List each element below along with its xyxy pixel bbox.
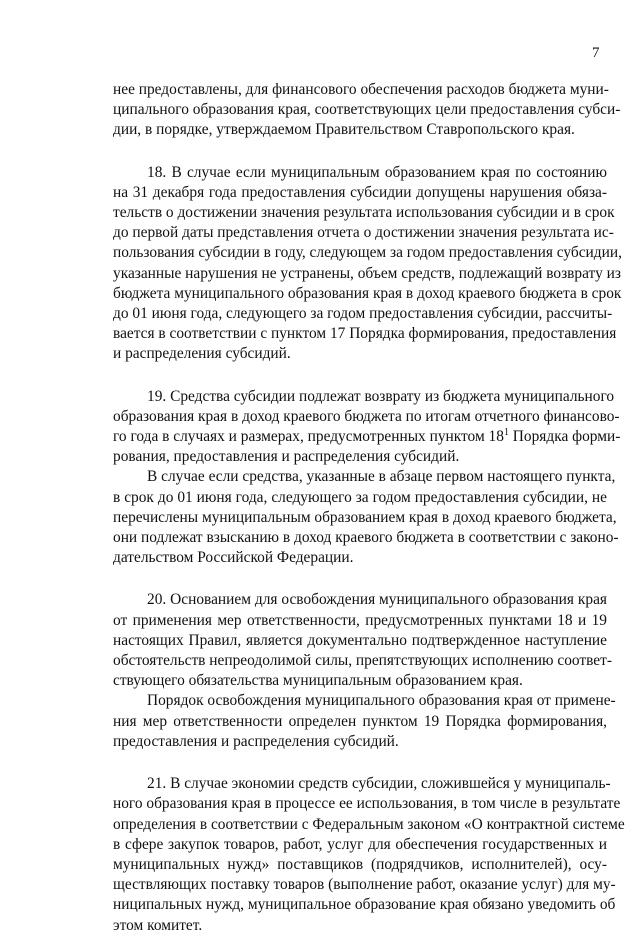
text-line: перечислены муниципальным образованием края в доход краевого бюджета, [113, 508, 617, 526]
text-line: ниципальных нужд, муниципальное образование края обязано уведомить об [113, 896, 616, 914]
text-line: бюджета муниципального образования края в доход краевого бюджета в срок [113, 284, 622, 302]
text-line: дательством Российской Федерации. [113, 549, 354, 567]
text-line: указанные нарушения не устранены, объем средств, подлежащий возврату из [113, 264, 621, 282]
text-line: тельств о достижении значения результата использования субсидии и в срок [113, 204, 615, 222]
paragraph-continuation [113, 80, 621, 141]
text-line-part: го года в случаях и размерах, предусмотренных пунктом 18 [113, 428, 504, 446]
text-line: ного образования края в процессе ее использования, в том числе в результате [113, 795, 621, 813]
text-line: дии, в порядке, утверждаемом Правительством Ставропольского края. [113, 121, 575, 139]
text-line: В случае если средства, указанные в абзаце первом настоящего пункта, [147, 468, 616, 486]
text-line: Порядок освобождения муниципального образования края от примене- [147, 692, 616, 710]
text-line: до первой даты представления отчета о достижении значения результата ис- [113, 224, 614, 242]
paragraph-item-21 [113, 774, 625, 936]
text-line-part: Порядка форми- [508, 428, 621, 446]
text-line: образования края в доход краевого бюджета по итогам отчетного финансово- [113, 407, 620, 425]
text-line: в срок до 01 июня года, следующего за годом предоставления субсидии, не [113, 488, 607, 506]
text-line: предоставления и распределения субсидий. [113, 732, 399, 750]
text-line: ществляющих поставку товаров (выполнение работ, оказание услуг) для му- [113, 876, 616, 894]
text-line: на 31 декабря года предоставления субсидии допущены нарушения обяза- [113, 183, 607, 201]
text-line: муниципальных нужд» поставщиков (подрядчиков, исполнителей), осу- [113, 855, 607, 873]
text-line: до 01 июня года, следующего за годом предоставления субсидии, рассчиты- [113, 305, 613, 323]
paragraph-item-19 [113, 387, 621, 468]
paragraph-item-20 [113, 590, 612, 691]
superscript-footnote: 1 [503, 427, 509, 439]
text-line: настоящих Правил, является документально подтвержденное наступление [113, 631, 607, 649]
text-line: пользования субсидии в году, следующем за годом предоставления субсидии, [113, 244, 622, 262]
text-line: 20. Основанием для освобождения муниципального образования края [147, 591, 607, 609]
text-line: в сфере закупок товаров, работ, услуг для обеспечения государственных и [113, 835, 607, 853]
text-line: ствующего обязательства муниципальным образованием края. [113, 672, 523, 690]
text-line: ципального образования края, соответствующих цели предоставления субси- [113, 101, 621, 119]
text-line: 21. В случае экономии средств субсидии, сложившейся у муниципаль- [147, 775, 611, 793]
page-number: 7 [592, 45, 600, 61]
paragraph-item-20-second [113, 691, 616, 752]
text-line: обстоятельств непреодолимой силы, препятствующих исполнению соответ- [113, 652, 612, 670]
text-line: они подлежат взысканию в доход краевого бюджета в соответствии с законо- [113, 529, 619, 547]
text-line: определения в соответствии с Федеральным законом «О контрактной системе [113, 815, 625, 833]
document-body [113, 80, 625, 936]
paragraph-item-19-second [113, 467, 619, 568]
text-line: и распределения субсидий. [113, 345, 291, 363]
text-line: ния мер ответственности определен пунктом 19 Порядка формирования, [113, 712, 607, 730]
text-line-with-superscript [113, 427, 621, 447]
text-line: от применения мер ответственности, предусмотренных пунктами 18 и 19 [113, 611, 607, 629]
text-line: 19. Средства субсидии подлежат возврату из бюджета муниципального [147, 387, 615, 405]
text-line: этом комитет. [113, 916, 203, 934]
paragraph-item-18 [113, 163, 622, 365]
text-line: рования, предоставления и распределения субсидий. [113, 448, 460, 466]
text-line: 18. В случае если муниципальным образованием края по состоянию [147, 163, 607, 181]
text-line: вается в соответствии с пунктом 17 Порядка формирования, предоставления [113, 325, 617, 343]
text-line: нее предоставлены, для финансового обеспечения расходов бюджета муни- [113, 81, 609, 98]
